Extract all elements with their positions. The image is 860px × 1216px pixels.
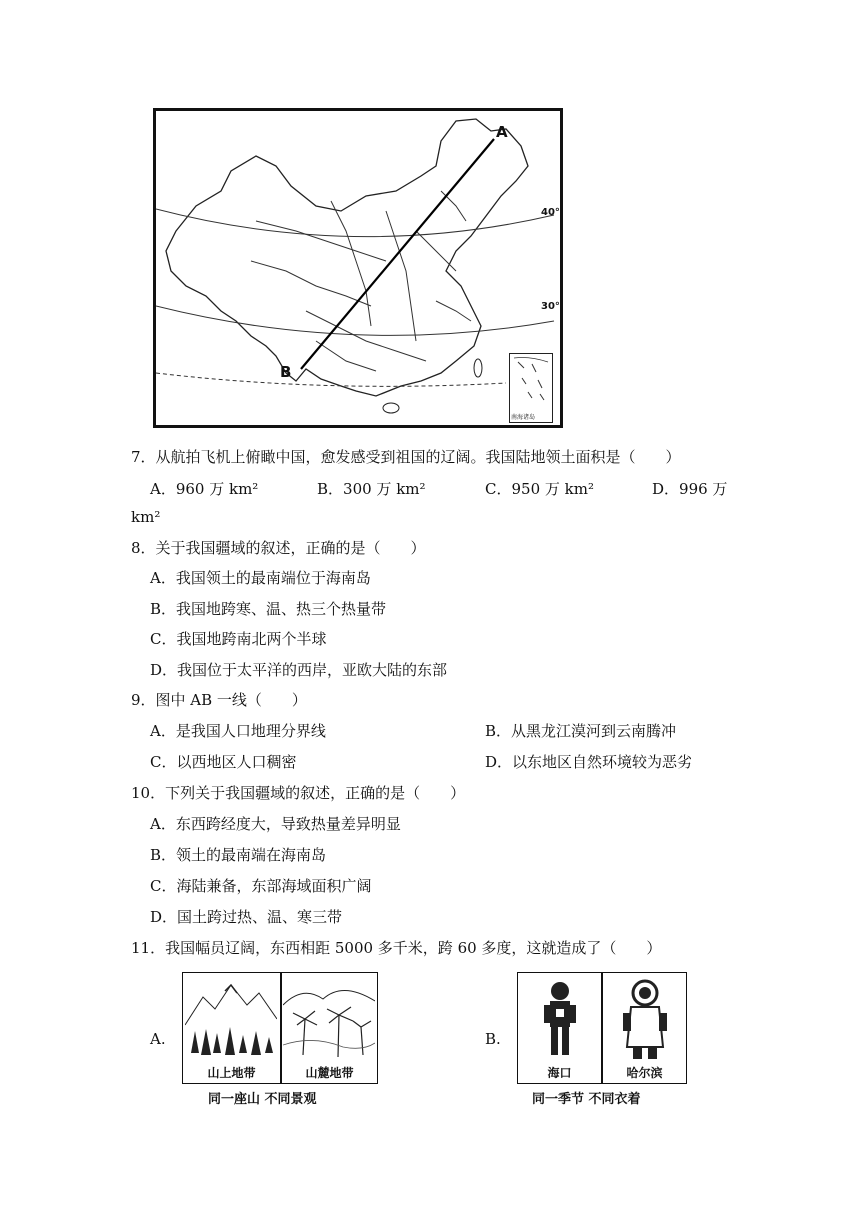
q8-option-b[interactable]: B．我国地跨寒、温、热三个热量带 (150, 600, 387, 618)
taiwan-island (474, 359, 482, 377)
q11-option-a[interactable]: A. (150, 1030, 166, 1048)
figure-b-caption: 同一季节 不同衣着 (532, 1092, 641, 1107)
figure-a-left-label: 山上地带 (207, 1066, 256, 1080)
q7-option-b[interactable]: B．300 万 km² (317, 480, 426, 498)
latitude-30-line (156, 306, 554, 335)
mountain-foot-drawing (283, 975, 375, 1059)
mountain-top-drawing (185, 975, 277, 1059)
q9-option-b[interactable]: B．从黑龙江漠河到云南腾冲 (485, 722, 677, 740)
q8-option-c[interactable]: C．我国地跨南北两个半球 (150, 630, 327, 648)
south-china-sea-inset (509, 353, 553, 423)
point-b-label: B (280, 363, 292, 381)
point-a-label: A (496, 123, 508, 141)
question-8-stem: 8．关于我国疆域的叙述，正确的是（ ） (131, 539, 426, 557)
q9-option-a[interactable]: A．是我国人口地理分界线 (150, 722, 326, 740)
q7-option-d[interactable]: D．996 万 (652, 480, 728, 498)
q7-option-a[interactable]: A．960 万 km² (150, 480, 259, 498)
tropic-dashed-line (156, 373, 506, 386)
figure-b-right-label: 哈尔滨 (626, 1066, 663, 1080)
q10-option-a[interactable]: A．东西跨经度大，导致热量差异明显 (150, 815, 401, 833)
latitude-30-label: 30° (541, 301, 560, 312)
ab-line (301, 139, 494, 369)
q7-option-c[interactable]: C．950 万 km² (485, 480, 594, 498)
harbin-person-drawing (617, 979, 673, 1063)
q8-option-a[interactable]: A．我国领土的最南端位于海南岛 (150, 569, 371, 587)
figure-b-panel (517, 972, 687, 1084)
haikou-person-drawing (532, 979, 588, 1063)
question-9-stem: 9．图中 AB 一线（ ） (131, 691, 307, 709)
latitude-40-label: 40° (541, 207, 560, 218)
q10-option-b[interactable]: B．领土的最南端在海南岛 (150, 846, 327, 864)
question-10-stem: 10．下列关于我国疆域的叙述，正确的是（ ） (131, 784, 466, 802)
question-11-stem: 11．我国幅员辽阔，东西相距 5000 多千米，跨 60 多度，这就造成了（ ） (131, 939, 662, 957)
q10-option-d[interactable]: D．国土跨过热、温、寒三带 (150, 908, 343, 926)
q7-option-d-wrap: km² (131, 508, 161, 526)
figure-a-right-label: 山麓地带 (305, 1066, 354, 1080)
figure-a-caption: 同一座山 不同景观 (208, 1092, 317, 1107)
figure-a-panel (182, 972, 378, 1084)
inset-islands (510, 354, 552, 409)
china-map-outline (156, 111, 560, 425)
inset-label: 南海诸岛 (511, 414, 536, 421)
hainan-island (383, 403, 399, 413)
q9-option-d[interactable]: D．以东地区自然环境较为恶劣 (485, 753, 693, 771)
china-map-figure (153, 108, 563, 428)
q8-option-d[interactable]: D．我国位于太平洋的西岸，亚欧大陆的东部 (150, 661, 448, 679)
q11-option-b[interactable]: B. (485, 1030, 501, 1048)
question-7-stem: 7．从航拍飞机上俯瞰中国，愈发感受到祖国的辽阔。我国陆地领土面积是（ ） (131, 448, 681, 466)
figure-b-left-label: 海口 (547, 1066, 572, 1080)
china-border (166, 119, 528, 396)
q10-option-c[interactable]: C．海陆兼备，东部海域面积广阔 (150, 877, 372, 895)
q9-option-c[interactable]: C．以西地区人口稠密 (150, 753, 297, 771)
latitude-40-line (156, 209, 554, 237)
